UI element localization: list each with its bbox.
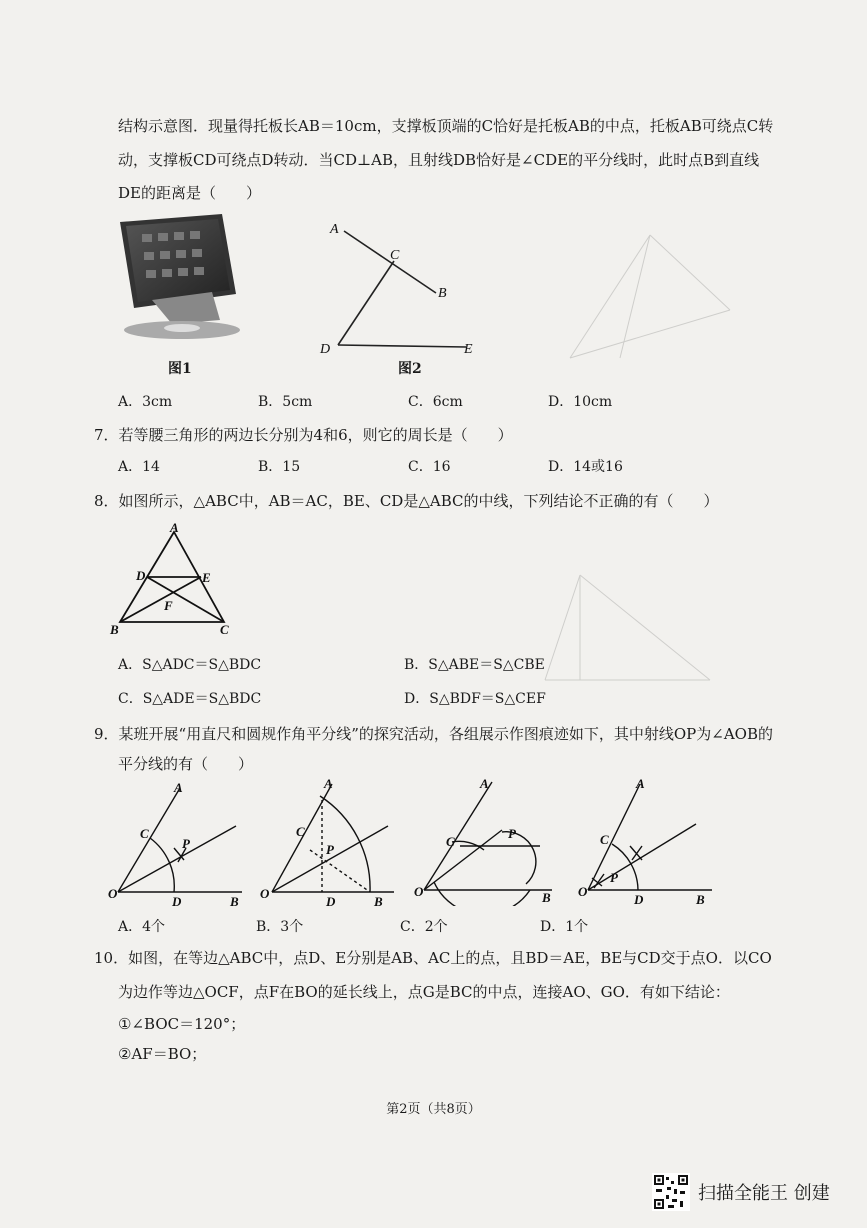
q10-item-1: ①∠BOC＝120°；	[118, 1015, 246, 1033]
q9c-label-b: B	[542, 890, 551, 905]
q9-figure-d	[578, 774, 718, 906]
q9c-label-c: C	[446, 834, 455, 849]
q6-option-a: A．3cm	[118, 394, 173, 410]
q9a-label-c: C	[140, 826, 149, 841]
q7-option-c: C．16	[408, 459, 451, 475]
q8-option-d: D．S△BDF＝S△CEF	[404, 691, 546, 707]
q9c-label-a: A	[480, 776, 489, 791]
q9-option-c: C．2个	[400, 919, 448, 935]
fig2-caption: 图2	[398, 361, 422, 377]
page-number: 第2页（共8页）	[386, 1102, 481, 1117]
q7-option-d: D．14或16	[548, 459, 623, 475]
q8-label-d: D	[136, 568, 146, 583]
q9c-label-o: O	[414, 884, 424, 899]
show-through-sketch	[560, 230, 740, 370]
q8-label-c: C	[220, 622, 229, 637]
q9b-label-p: P	[326, 842, 334, 857]
q9b-label-c: C	[296, 824, 305, 839]
q9b-label-o: O	[260, 886, 270, 901]
show-through-sketch-2	[540, 570, 720, 690]
q9-option-d: D．1个	[540, 919, 589, 935]
tablet-stand-photo	[112, 212, 242, 342]
q9b-label-d: D	[326, 894, 336, 906]
q6-line-2: 动，支撑板CD可绕点D转动．当CD⊥AB，且射线DB恰好是∠CDE的平分线时，此时点B到直线	[118, 151, 760, 169]
q8-stem: 8．如图所示，△ABC中，AB＝AC，BE、CD是△ABC的中线，下列结论不正确的有（ ）	[94, 492, 719, 510]
fig2-label-e: E	[464, 342, 473, 357]
q7-stem: 7．若等腰三角形的两边长分别为4和6，则它的周长是（ ）	[94, 426, 513, 444]
fig2-label-b: B	[438, 286, 447, 301]
q9d-label-c: C	[600, 832, 609, 847]
q9-figure-a	[108, 778, 248, 906]
q9-figure-b	[260, 772, 400, 906]
q9d-label-p: P	[610, 870, 618, 885]
q9-line-2: 平分线的有（ ）	[118, 755, 254, 773]
q9-option-a: A．4个	[118, 919, 166, 935]
qr-code-icon	[652, 1173, 690, 1211]
fig1-caption: 图1	[168, 361, 192, 377]
q6-option-c: C．6cm	[408, 394, 463, 410]
q9d-label-o: O	[578, 884, 588, 899]
fig2-label-c: C	[390, 248, 400, 263]
q8-option-a: A．S△ADC＝S△BDC	[118, 657, 262, 673]
q8-triangle-diagram	[106, 520, 246, 640]
fig2-label-d: D	[320, 342, 331, 357]
q7-option-b: B．15	[258, 459, 301, 475]
q9b-label-a: A	[324, 776, 333, 791]
q9-figure-c	[414, 774, 559, 906]
q10-line-2: 为边作等边△OCF，点F在BO的延长线上，点G是BC的中点，连接AO、GO．有如下结论：	[118, 983, 730, 1001]
q8-option-c: C．S△ADE＝S△BDC	[118, 691, 262, 707]
q9c-label-p: P	[508, 826, 516, 841]
q6-option-d: D．10cm	[548, 394, 613, 410]
q9a-label-o: O	[108, 886, 118, 901]
q9-option-b: B．3个	[256, 919, 304, 935]
q9d-label-a: A	[636, 776, 645, 791]
q8-label-a: A	[170, 520, 179, 535]
q6-line-1: 结构示意图．现量得托板长AB＝10cm，支撑板顶端的C恰好是托板AB的中点，托板AB可绕点C转	[118, 117, 774, 135]
fig2-diagram	[318, 215, 488, 360]
q8-option-b: B．S△ABE＝S△CBE	[404, 657, 545, 673]
q9a-label-b: B	[230, 894, 239, 906]
q9a-label-a: A	[174, 780, 183, 795]
q9d-label-d: D	[634, 892, 644, 906]
q9b-label-b: B	[374, 894, 383, 906]
q8-label-e: E	[202, 570, 211, 585]
q6-option-b: B．5cm	[258, 394, 313, 410]
q9d-label-b: B	[696, 892, 705, 906]
q9-line-1: 9．某班开展“用直尺和圆规作角平分线”的探究活动，各组展示作图痕迹如下，其中射线OP为∠AOB的	[94, 725, 773, 743]
q10-item-2: ②AF＝BO；	[118, 1045, 207, 1063]
q8-label-b: B	[110, 622, 119, 637]
fig2-label-a: A	[330, 222, 339, 237]
q6-line-3: DE的距离是（ ）	[118, 184, 261, 202]
q8-label-f: F	[164, 598, 173, 613]
scanner-brand-text: 扫描全能王 创建	[698, 1183, 830, 1204]
q7-option-a: A．14	[118, 459, 160, 475]
scanner-watermark	[652, 1172, 830, 1212]
q9a-label-p: P	[182, 836, 190, 851]
q9a-label-d: D	[172, 894, 182, 906]
q10-line-1: 10．如图，在等边△ABC中，点D、E分别是AB、AC上的点，且BD＝AE，BE与CD交于点O．以CO	[94, 949, 772, 967]
